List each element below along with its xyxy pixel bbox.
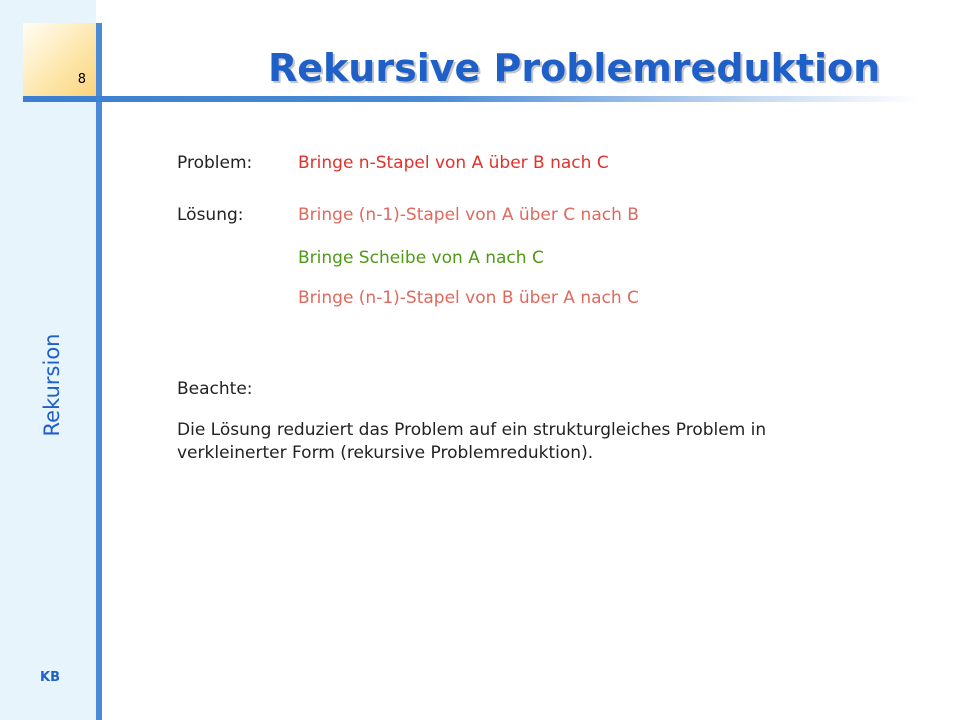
- note-text: Die Lösung reduziert das Problem auf ein strukturgleiches Problem in verkleinerter Form (rekursive Problemreduktion).: [177, 420, 767, 463]
- note-heading: Beachte:: [177, 379, 253, 399]
- solution-step: Bringe (n-1)-Stapel von B über A nach C: [298, 288, 639, 308]
- horizontal-divider: [23, 96, 920, 102]
- problem-label: Problem:: [177, 153, 253, 173]
- vertical-divider: [96, 23, 102, 720]
- footer-label: KB: [40, 670, 60, 685]
- slide-title: Rekursive Problemreduktion: [268, 46, 881, 90]
- problem-text: Bringe n-Stapel von A über B nach C: [298, 153, 609, 173]
- slide-number: 8: [77, 72, 86, 87]
- solution-label: Lösung:: [177, 205, 244, 225]
- section-label: Rekursion: [40, 333, 64, 437]
- solution-step: Bringe (n-1)-Stapel von A über C nach B: [298, 205, 639, 225]
- slide-number-box: [23, 23, 96, 99]
- solution-step: Bringe Scheibe von A nach C: [298, 248, 544, 268]
